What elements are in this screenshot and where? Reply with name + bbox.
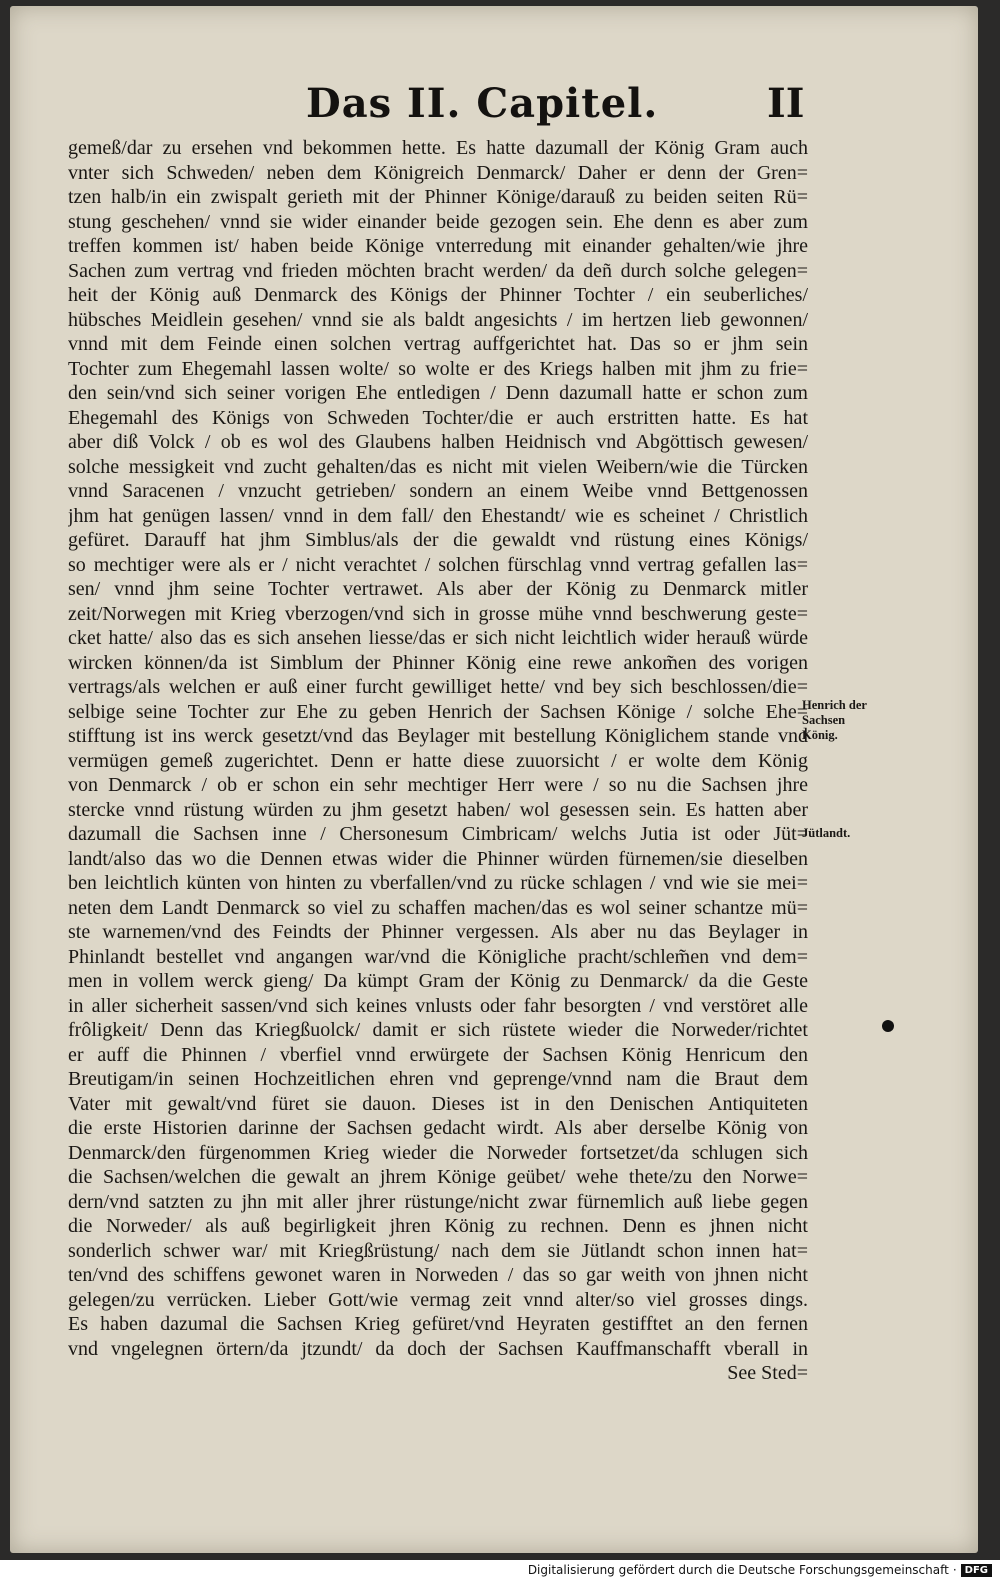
margin-note-line: König. — [802, 728, 838, 742]
text-line: sen/ vnnd jhm seine Tochter vertrawet. Als aber der König zu Denmarck mitler — [68, 578, 808, 600]
margin-note-juetlandt: Jütlandt. — [802, 826, 851, 840]
text-line: gemeß/dar zu ersehen vnd bekommen hette. Es hatte dazumall der König Gram auch — [68, 137, 808, 159]
text-line: stung geschehen/ vnnd sie wider einander beide gezogen sein. Ehe denn es aber zum — [68, 210, 808, 233]
margin-note-line: Sachsen — [802, 713, 846, 727]
text-line: hübsches Meidlein gesehen/ vnnd sie als baldt angesichts / im hertzen lieb gewonnen/ — [68, 308, 808, 331]
text-line: Ehegemahl des Königs von Schweden Tochter/die er auch erstritten hatte. Es hat — [68, 406, 808, 429]
text-line: Sachen zum vertrag vnd frieden möchten bracht werden/ da deñ durch solche gelegen= — [68, 259, 808, 282]
text-line: Breutigam/in seinen Hochzeitlichen ehren vnd geprenge/vnnd nam die Braut dem — [68, 1068, 808, 1090]
text-line: selbige seine Tochter zur Ehe zu geben Henrich der Sachsen Könige / solche Ehe= — [68, 700, 808, 723]
text-line: er auff die Phinnen / vberfiel vnnd erwürgete der Sachsen König Henricum den — [68, 1043, 808, 1066]
text-line: landt/also das wo die Dennen etwas wider die Phinner würden fürnemen/sie dieselben — [68, 847, 808, 870]
text-line: die erste Historien darinne der Sachsen gedacht wirdt. Als aber derselbe König von — [68, 1117, 808, 1139]
text-line: vertrags/als welchen er auß einer furcht gewilliget hette/ vnd bey sich beschlossen/die= — [68, 676, 808, 698]
text-line: men in vollem werck gieng/ Da kümpt Gram der König zu Denmarck/ da die Geste — [68, 970, 808, 992]
text-line: frôligkeit/ Denn das Kriegßuolck/ damit er sich rüstete wieder die Norweder/richtet — [68, 1019, 808, 1041]
text-line: Tochter zum Ehegemahl lassen wolte/ so wolte er des Kriegs halben mit jhm zu frie= — [68, 357, 808, 380]
text-line: stercke vnnd rüstung würden zu jhm gesetzt haben/ wol gesessen sein. Es hatten aber — [68, 798, 808, 821]
text-line: die Sachsen/welchen die gewalt an jhrem Könige geübet/ wehe thete/zu den Norwe= — [68, 1166, 808, 1188]
text-line: solche messigkeit vnd zucht gehalten/das es nicht mit vielen Weibern/wie die Türcken — [68, 455, 808, 478]
text-line: Es haben dazumal die Sachsen Krieg gefüret/vnd Heyraten gestifftet an den fernen — [68, 1313, 808, 1335]
text-line: heit der König auß Denmarck des Königs der Phinner Tochter / ein seuberliches/ — [68, 284, 808, 306]
text-line: ste warnemen/vnd des Feindts der Phinner vergessen. Als aber nu das Beylager in — [68, 921, 808, 943]
running-title: Das II. Capitel. — [306, 80, 659, 127]
footer-credit: Digitalisierung gefördert durch die Deutsche Forschungsgemeinschaft · DFG — [528, 1563, 992, 1577]
text-line: aber diß Volck / ob es wol des Glaubens halben Heidnisch vnd Abgöttisch gewesen/ — [68, 431, 808, 453]
book-page — [10, 6, 978, 1553]
ink-dot — [882, 1020, 894, 1032]
margin-note-line: Henrich der — [802, 698, 867, 712]
text-line: neten dem Landt Denmarck so viel zu schaffen machen/das es wol seiner schantze mü= — [68, 896, 808, 919]
text-line: vnd vngelegnen örtern/da jtzundt/ da doch der Sachsen Kauffmanschafft vberall in — [68, 1337, 808, 1360]
text-line: dern/vnd satzten zu jhn mit aller jhrer rüstunge/nicht zwar fürnemlich auß liebe gegen — [68, 1190, 808, 1213]
dfg-logo: DFG — [961, 1564, 992, 1577]
text-line: dazumall die Sachsen inne / Chersonesum Cimbricam/ welchs Jutia ist oder Jüt= — [68, 823, 808, 845]
text-line: jhm hat genügen lassen/ vnnd in dem fall/ den Ehestandt/ wie es scheinet / Christlich — [68, 504, 808, 527]
text-line: Phinlandt bestellet vnd angangen war/vnd die Königliche pracht/schlem̃en vnd dem= — [68, 945, 808, 968]
margin-note-henrich — [802, 698, 867, 743]
text-line: stifftung ist ins werck gesetzt/vnd das Beylager mit bestellung Königlichem stande vnd — [68, 725, 808, 747]
text-line: ben leichtlich künten von hinten zu vberfallen/vnd zu rücke schlagen / vnd wie sie mei= — [68, 872, 808, 894]
text-line: tzen halb/in ein zwispalt gerieth mit der Phinner Könige/darauß zu beiden seiten Rü= — [68, 186, 808, 208]
text-line: in aller sicherheit sassen/vnd sich keines vnlusts oder fahr besorgten / vnd verstöret alle — [68, 994, 808, 1017]
text-line: treffen kommen ist/ haben beide Könige vnterredung mit einander gehalten/wie jhre — [68, 235, 808, 257]
text-line: ten/vnd des schiffens gewonet waren in Norweden / das so gar weith von jhnen nicht — [68, 1264, 808, 1286]
text-line: vnter sich Schweden/ neben dem Königreich Denmarck/ Daher er denn der Gren= — [68, 161, 808, 184]
text-line: wircken können/da ist Simblum der Phinner König eine rewe ankom̃en des vorigen — [68, 651, 808, 674]
footer-credit-text: Digitalisierung gefördert durch die Deutsche Forschungsgemeinschaft — [527, 1563, 949, 1577]
page-number: II — [767, 80, 805, 127]
text-line: Denmarck/den fürgenommen Krieg wieder die Norweder fortsetzet/da schlugen sich — [68, 1141, 808, 1164]
text-line: von Denmarck / ob er schon ein sehr mechtiger Herr were / so nu die Sachsen jhre — [68, 774, 808, 796]
text-line: gelegen/zu verrücken. Lieber Gott/wie vermag zeit vnnd alter/so viel grosses dings. — [68, 1288, 808, 1311]
text-line: vermügen gemeß zugerichtet. Denn er hatte diese zuuorsicht / er wolte dem König — [68, 749, 808, 772]
text-line: zeit/Norwegen mit Krieg vberzogen/vnd sich in grosse mühe vnnd beschwerung geste= — [68, 602, 808, 625]
text-line: gefüret. Darauff hat jhm Simblus/als der die gewaldt vnd rüstung eines Königs/ — [68, 529, 808, 551]
text-line: die Norweder/ als auß begirligkeit jhren König zu rechnen. Denn es jhnen nicht — [68, 1215, 808, 1237]
text-line: cket hatte/ also das es sich ansehen liesse/das er sich nicht leichtlich wider herauß würde — [68, 627, 808, 649]
text-line: vnnd mit dem Feinde einen solchen vertrag auffgerichtet hat. Das so er jhm sein — [68, 333, 808, 355]
catchword: See Sted= — [727, 1362, 808, 1384]
text-line: den sein/vnd sich seiner vorigen Ehe entledigen / Denn dazumall hatte er schon zum — [68, 382, 808, 404]
text-line: Vater mit gewalt/vnd füret sie dauon. Dieses ist in den Denischen Antiquiteten — [68, 1092, 808, 1115]
body-text — [68, 136, 808, 1386]
text-line: sonderlich schwer war/ mit Kriegßrüstung/ nach dem sie Jütlandt schon innen hat= — [68, 1239, 808, 1262]
text-line: so mechtiger were als er / nicht verachtet / solchen fürschlag vnnd vertrag gefallen las= — [68, 553, 808, 576]
text-line: vnnd Saracenen / vnzucht getrieben/ sondern an einem Weibe vnnd Bettgenossen — [68, 480, 808, 502]
